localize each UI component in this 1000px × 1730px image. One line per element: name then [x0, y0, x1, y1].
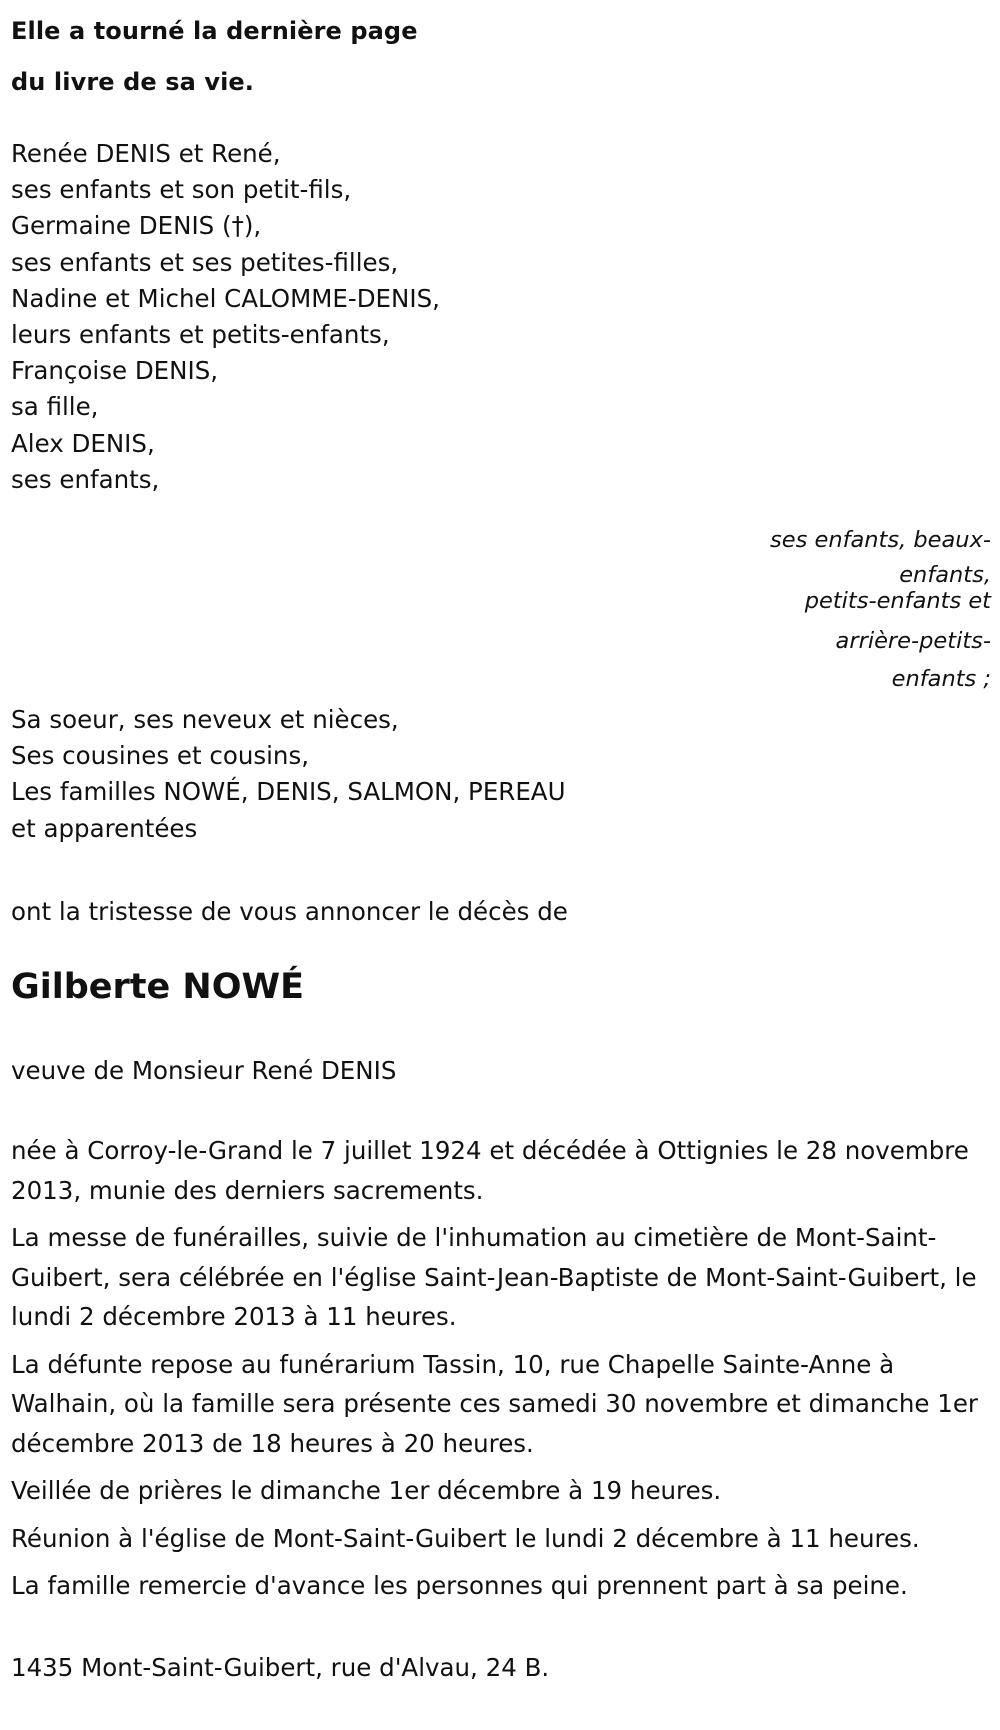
motto — [11, 6, 418, 108]
family-line: sa fille, — [11, 392, 99, 422]
relatives-list — [11, 702, 566, 847]
announcement-text: ont la tristesse de vous annoncer le décès de — [11, 897, 568, 926]
family-list — [11, 136, 440, 498]
family-address: 1435 Mont-Saint-Guibert, rue d'Alvau, 24 B. — [11, 1653, 550, 1682]
relatives-line: et apparentées — [11, 813, 198, 843]
motto-line: du livre de sa vie. — [11, 68, 255, 96]
deceased-name: Gilberte NOWÉ — [11, 967, 304, 1007]
family-line: Nadine et Michel CALOMME-DENIS, — [11, 283, 440, 313]
descendants-line: petits-enfants et — [804, 588, 991, 614]
relatives-line: Ses cousines et cousins, — [11, 741, 309, 771]
widow-of-text: veuve de Monsieur René DENIS — [11, 1056, 397, 1085]
family-line: Alex DENIS, — [11, 428, 155, 458]
details-paragraph: La défunte repose au funérarium Tassin, 10, rue Chapelle Sainte-Anne à Walhain, où la famille sera présente ces samedi 30 novembre et dimanche 1er décembre 2013 de 18 heures à 20 heures. — [11, 1349, 978, 1458]
motto-line: Elle a tourné la dernière page — [11, 17, 418, 45]
descendants-line: ses enfants, beaux- — [770, 527, 991, 553]
descendants-line: enfants, — [899, 562, 991, 588]
details-paragraph: La messe de funérailles, suivie de l'inhumation au cimetière de Mont-Saint-Guibert, sera célébrée en l'église Saint-Jean-Baptiste de Mont-Saint-Guibert, le lundi 2 décembre 2013 à 11 heures. — [11, 1223, 977, 1331]
details-paragraph: Réunion à l'église de Mont-Saint-Guibert le lundi 2 décembre à 11 heures. — [11, 1523, 920, 1553]
family-line: leurs enfants et petits-enfants, — [11, 320, 390, 350]
family-line: ses enfants et ses petites-filles, — [11, 247, 399, 277]
family-line: ses enfants et son petit-fils, — [11, 175, 352, 205]
descendants-line: enfants ; — [891, 666, 991, 692]
details-paragraph: La famille remercie d'avance les personnes qui prennent part à sa peine. — [11, 1571, 908, 1600]
relatives-line: Les familles NOWÉ, DENIS, SALMON, PEREAU — [11, 777, 566, 807]
family-line: Françoise DENIS, — [11, 356, 219, 386]
details-paragraph: Veillée de prières le dimanche 1er décembre à 19 heures. — [11, 1476, 722, 1505]
funeral-details — [11, 1131, 986, 1614]
family-line: Germaine DENIS (†), — [11, 211, 262, 241]
obituary-page — [11, 0, 991, 1730]
descendants-line: arrière-petits- — [835, 628, 991, 654]
family-line: ses enfants, — [11, 464, 160, 494]
details-paragraph: née à Corroy-le-Grand le 7 juillet 1924 et décédée à Ottignies le 28 novembre 2013, munie des derniers sacrements. — [11, 1136, 969, 1205]
family-line: Renée DENIS et René, — [11, 139, 281, 168]
relatives-line: Sa soeur, ses neveux et nièces, — [11, 705, 399, 734]
